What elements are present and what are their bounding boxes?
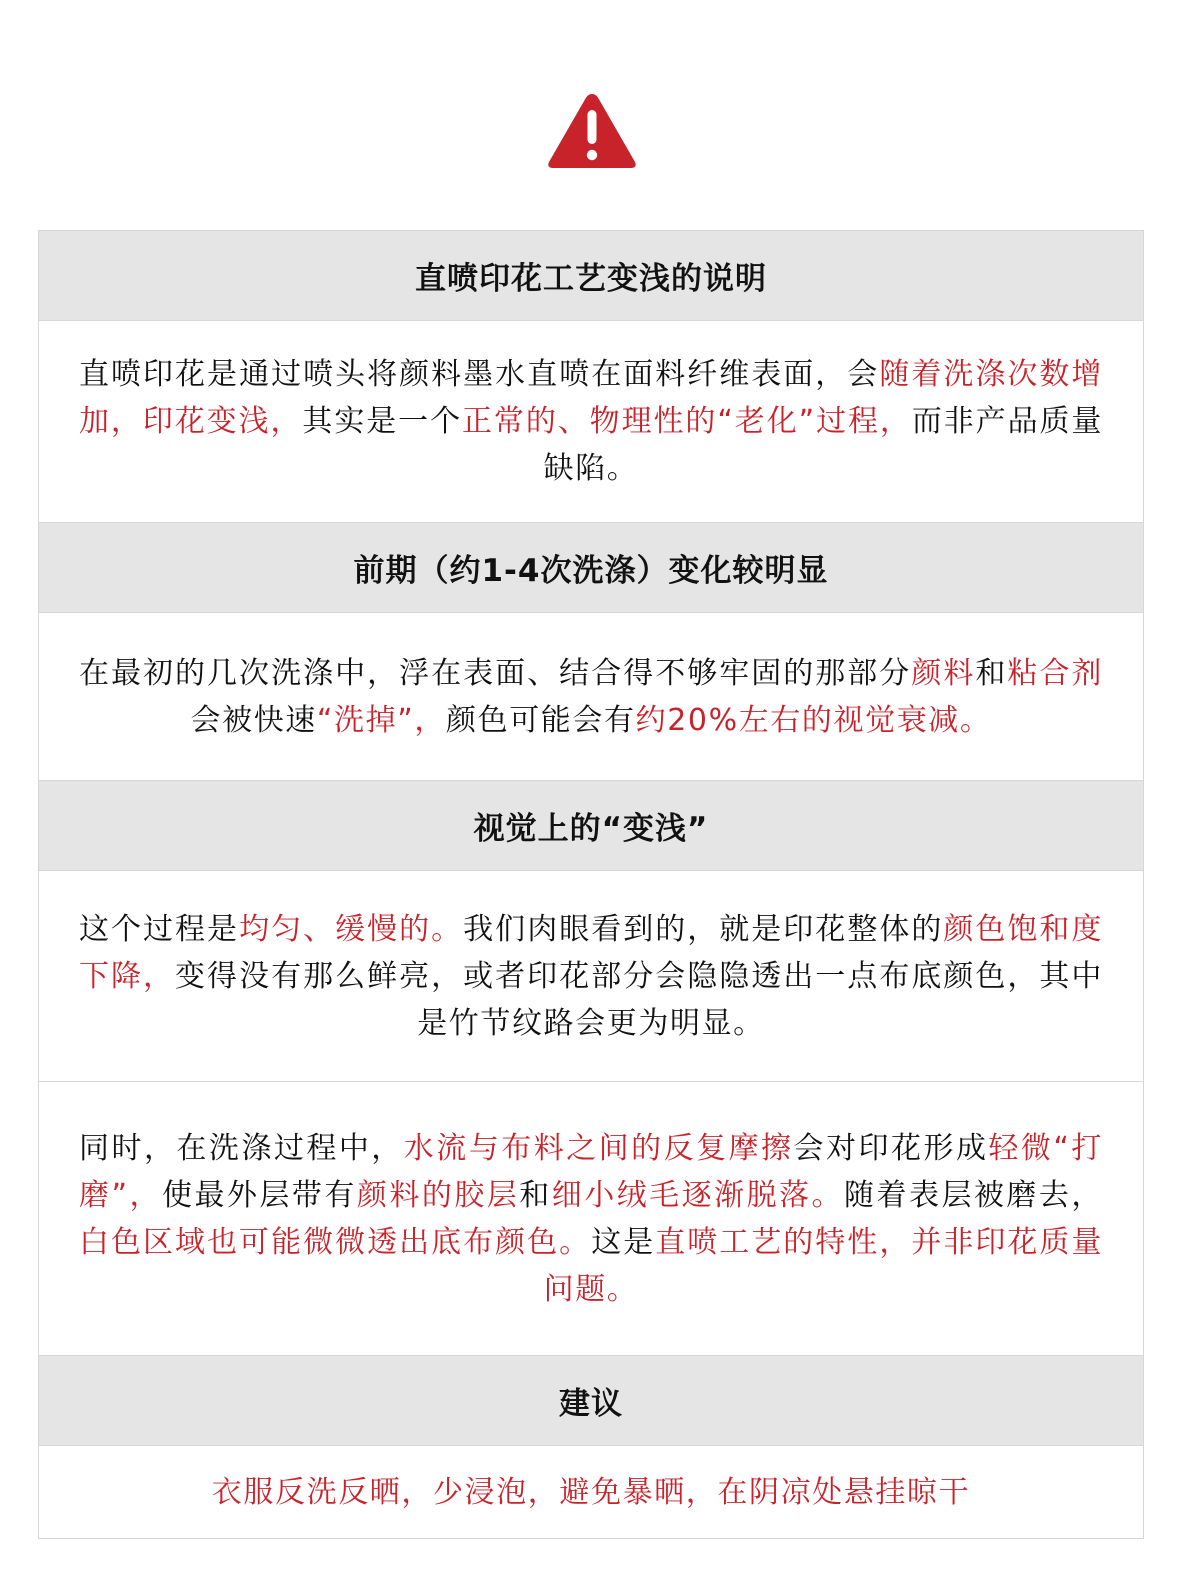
early-stage-cell (39, 613, 1143, 781)
visual-text-3: 变得没有那么鲜亮，或者印花部分会隐隐透出一点布底颜色，其中是竹节纹路会更为明显。 (175, 958, 1103, 1041)
abrasion-text-4: 和 (519, 1177, 552, 1213)
intro-text-3: 而非产品质量缺陷。 (543, 404, 1104, 486)
visual-fade-cell (39, 871, 1143, 1082)
abrasion-highlight-1: 水流与布料之间的反复摩擦 (403, 1130, 794, 1166)
page-title: 直喷印花工艺变浅的说明 (415, 261, 767, 297)
abrasion-highlight-4: 细小绒毛逐渐脱落。 (551, 1177, 845, 1213)
intro-text-1: 直喷印花是通过喷头将颜料墨水直喷在面料纤维表面，会 (79, 357, 880, 392)
early-text-3: 会被快速 (190, 702, 317, 738)
early-highlight-2: 粘合剂 (1007, 655, 1103, 691)
abrasion-highlight-5: 白色区域也可能微微透出底布颜色。 (79, 1224, 592, 1260)
early-text-2: 和 (975, 655, 1008, 691)
visual-text-1: 这个过程是 (79, 911, 240, 947)
visual-fade-paragraph (79, 906, 1103, 1047)
advice-text: 衣服反洗反晒，少浸泡，避免暴晒，在阴凉处悬挂晾干 (211, 1474, 971, 1510)
abrasion-highlight-2: 轻微“打磨”， (79, 1130, 1103, 1213)
intro-text-2: 其实是一个 (302, 404, 462, 439)
early-stage-heading: 前期（约1-4次洗涤）变化较明显 (353, 553, 829, 589)
abrasion-text-6: 这是 (591, 1224, 656, 1260)
advice-header (39, 1356, 1143, 1446)
abrasion-highlight-6: 直喷工艺的特性，并非印花质量问题。 (543, 1224, 1103, 1307)
visual-fade-heading: 视觉上的“变浅” (473, 811, 709, 847)
abrasion-highlight-3: 颜料的胶层 (356, 1177, 520, 1213)
early-text-1: 在最初的几次洗涤中，浮在表面、结合得不够牢固的那部分 (79, 655, 912, 691)
visual-highlight-1: 均匀、缓慢的。 (239, 911, 464, 947)
abrasion-cell (39, 1082, 1143, 1356)
early-highlight-3: “洗掉”， (316, 702, 446, 738)
advice-heading: 建议 (559, 1386, 623, 1422)
visual-text-2: 我们肉眼看到的，就是印花整体的 (463, 911, 944, 947)
abrasion-text-5: 随着表层被磨去， (844, 1177, 1103, 1213)
early-highlight-1: 颜料 (911, 655, 976, 691)
intro-highlight-1: 随着洗涤次数增加，印花变浅， (79, 357, 1104, 439)
early-stage-header (39, 523, 1143, 613)
advice-cell (39, 1446, 1143, 1538)
abrasion-text-2: 会对印花形成 (793, 1130, 989, 1166)
early-highlight-4: 约20%左右的视觉衰减。 (635, 702, 992, 738)
abrasion-paragraph (79, 1125, 1103, 1313)
abrasion-text-1: 同时，在洗涤过程中， (79, 1130, 404, 1166)
early-text-4: 颜色可能会有 (446, 702, 636, 738)
abrasion-text-3: 使最外层带有 (161, 1177, 357, 1213)
intro-cell (39, 321, 1143, 523)
intro-highlight-2: 正常的、物理性的“老化”过程， (462, 404, 912, 439)
visual-highlight-2: 颜色饱和度下降， (79, 911, 1104, 994)
visual-fade-header (39, 781, 1143, 871)
intro-paragraph (79, 351, 1103, 492)
warning-triangle-icon (545, 88, 639, 174)
explanation-table (38, 230, 1144, 1539)
early-stage-paragraph (79, 650, 1103, 744)
section-title (39, 231, 1143, 321)
